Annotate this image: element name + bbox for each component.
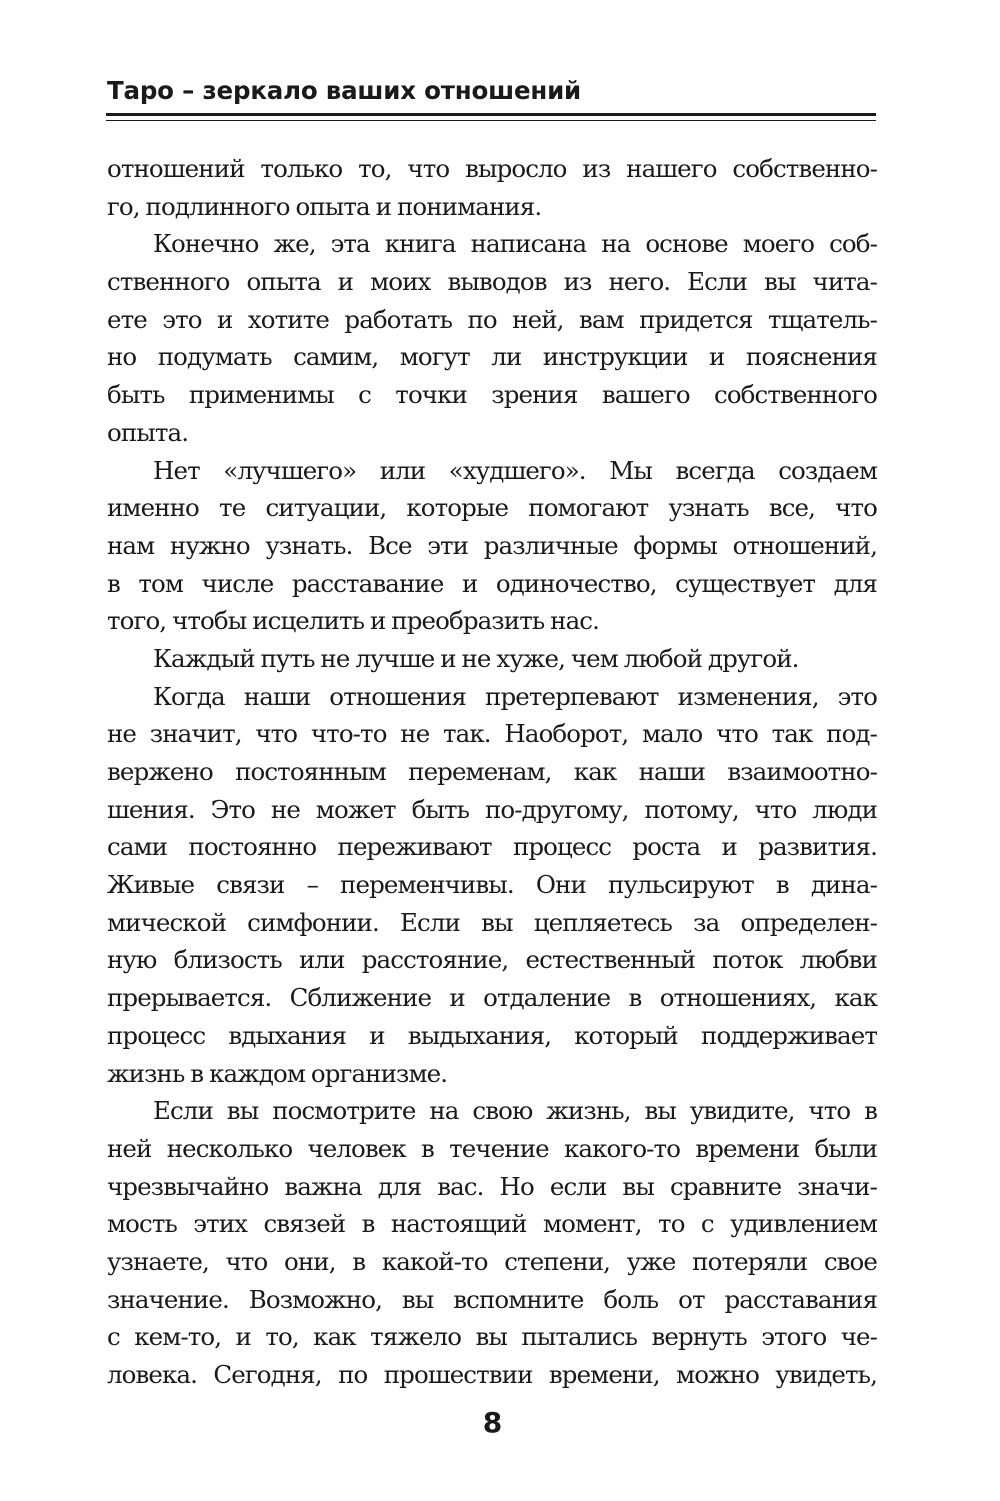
- text-line: Нет «лучшего» или «худшего». Мы всегда создаем: [153, 455, 877, 485]
- text-line: отношений только то, что выросло из нашего собственно-: [107, 154, 877, 183]
- text-line: значение. Возможно, вы вспомните боль от расставания: [107, 1284, 877, 1314]
- text-line: жизнь в каждом организме.: [107, 1058, 448, 1088]
- text-line: вержено постоянным переменам, как наши взаимоотно-: [107, 757, 877, 786]
- text-line: ете это и хотите работать по ней, вам придется тщатель-: [107, 304, 877, 334]
- text-line: с кем-то, и то, как тяжело вы пытались вернуть этого че-: [107, 1322, 877, 1352]
- page-number: 8: [482, 1406, 503, 1439]
- text-line: прерывается. Сближение и отдаление в отношениях, как: [107, 983, 877, 1013]
- text-line: именно те ситуации, которые помогают узнать все, что: [107, 493, 877, 523]
- text-line: Живые связи – переменчивы. Они пульсируют в дина-: [107, 870, 877, 900]
- text-line: го, подлинного опыта и понимания.: [107, 191, 542, 221]
- text-line: процесс вдыхания и выдыхания, который поддерживает: [107, 1020, 877, 1050]
- body-text: [107, 150, 877, 1394]
- text-line: в том числе расставание и одиночество, существует для: [107, 568, 877, 598]
- text-line: ней несколько человек в течение какого-то времени были: [107, 1133, 877, 1163]
- text-line: сами постоянно переживают процесс роста и развития.: [107, 832, 877, 862]
- header-rule-thick: [106, 113, 876, 116]
- text-line: опыта.: [107, 417, 189, 447]
- text-line: чрезвычайно важна для вас. Но если вы сравните значи-: [107, 1171, 877, 1201]
- text-line: быть применимы с точки зрения вашего собственного: [107, 380, 877, 410]
- text-line: ловека. Сегодня, по прошествии времени, можно увидеть,: [107, 1360, 877, 1389]
- text-line: Конечно же, эта книга написана на основе моего соб-: [153, 229, 877, 259]
- running-title: Таро – зеркало ваших отношений: [107, 76, 582, 105]
- text-line: мость этих связей в настоящий момент, то с удивлением: [107, 1209, 877, 1239]
- text-line: ственного опыта и моих выводов из него. Если вы чита-: [107, 267, 877, 297]
- text-line: ную близость или расстояние, естественный поток любви: [107, 945, 877, 975]
- text-line: но подумать самим, могут ли инструкции и пояснения: [107, 342, 877, 372]
- text-line: не значит, что что-то не так. Наоборот, мало что так под-: [107, 719, 877, 749]
- text-line: нам нужно узнать. Все эти различные формы отношений,: [107, 530, 877, 560]
- text-line: мической симфонии. Если вы цепляетесь за определен-: [107, 907, 877, 937]
- header-rule-thin: [106, 120, 876, 121]
- text-line: узнаете, что они, в какой-то степени, уже потеряли свое: [107, 1246, 877, 1276]
- text-line: того, чтобы исцелить и преобразить нас.: [107, 606, 600, 636]
- text-line: Если вы посмотрите на свою жизнь, вы увидите, что в: [153, 1096, 877, 1126]
- text-line: шения. Это не может быть по-другому, потому, что люди: [107, 794, 877, 824]
- text-line: Каждый путь не лучше и не хуже, чем любой другой.: [153, 643, 799, 673]
- text-line: Когда наши отношения претерпевают изменения, это: [153, 681, 877, 711]
